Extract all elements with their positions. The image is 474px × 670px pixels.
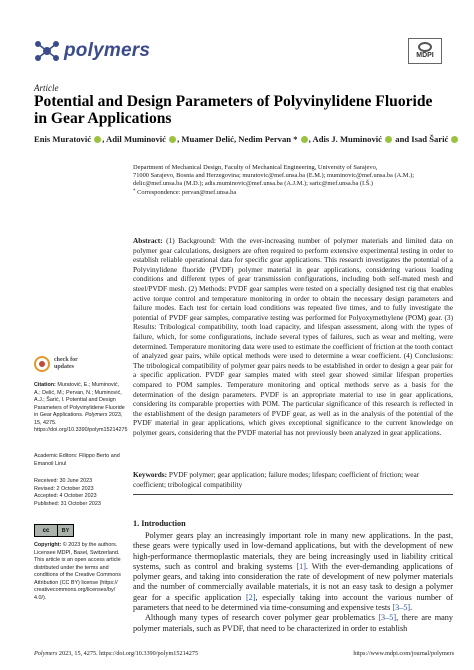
citation-link[interactable]: [3–5]	[392, 603, 411, 613]
introduction-text	[133, 531, 453, 634]
author-6[interactable]: Isad Šarić	[411, 134, 449, 144]
author-1[interactable]: Enis Muratović	[34, 134, 92, 144]
orcid-icon[interactable]	[301, 136, 308, 143]
author-list: Enis Muratović , Adil Muminović , Muamer Delić, Nedim Pervan * , Adis J. Muminović and Isad Šarić	[34, 134, 454, 145]
affiliation-block	[133, 164, 453, 197]
article-type: Article	[34, 83, 59, 93]
keywords-label: Keywords:	[133, 470, 168, 479]
check-updates-icon	[34, 356, 50, 372]
copyright-block: Copyright: © 2023 by the authors. Licensee MDPI, Basel, Switzerland. This article is an open access article distributed under the terms and conditions of the Creative Commons Attribution (CC BY) license (https:// creativecommons.org/licenses/by/ 4.0/).	[34, 542, 121, 601]
citation-link[interactable]: [1]	[296, 561, 306, 571]
academic-editors: Academic Editors: Filippo Berto and Emanoil Linul	[34, 453, 120, 467]
orcid-icon[interactable]	[451, 136, 458, 143]
mdpi-logo[interactable]	[408, 38, 442, 64]
by-icon: BY	[58, 524, 74, 537]
citation-link[interactable]: [2]	[245, 592, 256, 602]
polymers-logo-icon	[34, 40, 60, 62]
keywords	[133, 470, 453, 489]
author-3[interactable]: Muamer Delić	[181, 134, 234, 144]
orcid-icon[interactable]	[94, 136, 101, 143]
author-4[interactable]: Nedim Pervan *	[238, 134, 298, 144]
keywords-text: PVDF polymer; gear application; failure modes; lifespan; coefficient of friction; wear coefficient; tribological compatibility	[133, 470, 420, 489]
affiliation-line: 71000 Sarajevo, Bosnia and Herzegovina; muratovic@mef.unsa.ba (E.M.); muminovic@mef.unsa.ba (A.M.);	[133, 172, 414, 179]
mdpi-ring-icon	[418, 42, 432, 52]
page-footer	[34, 650, 454, 657]
abstract-label: Abstract:	[133, 236, 163, 245]
cc-icon: cc	[34, 524, 58, 537]
citation-link[interactable]: [3–5]	[378, 613, 397, 623]
paragraph: Polymer gears play an increasingly important role in many new applications. In the past, these gears were typically used in low-demand applications, but with the development of new high-performance thermoplastic materials, they are being increasingly used in liability critical systems, such as control and braking systems [1]. With the ever-demanding applications of polymer gears, and taking into consideration the rate of development of new polymer materials and the number of commercially available materials, it is not an easy task to design a polymer gear for a specific application [2], especially taking into account the various number of parameters that need to be determined via time-consuming and expensive tests [3–5].	[133, 531, 453, 613]
section-heading: 1. Introduction	[133, 519, 186, 528]
received-date: Received: 30 June 2023	[34, 478, 93, 484]
footer-url[interactable]: https://www.mdpi.com/journal/polymers	[353, 650, 454, 657]
author-5[interactable]: Adis J. Muminović	[312, 134, 382, 144]
abstract-text: (1) Background: With the ever-increasing number of polymer materials and limited data on polymer gear calculations, designers are often required to perform extensive experimental testing in order to establish reliable operational data for specific gear applications. This research investigates the potential of a Polyvinylidene fluoride (PVDF) polymer material in gear applications, considering various loading conditions and different types of gear transmission configurations, including both self-mated mesh and steel/PVDF mesh. (2) Methods: PVDF gear samples were tested on a specially designed test rig that enables active torque control and temperature monitoring in order to obtain the necessary design parameters and failure modes. Each test for certain load conditions was repeated five times, and to fully investigate the potential of PVDF gear samples, comparative testing was performed for Polyoxymethylene (POM) gear. (3) Results: Tribological compatibility, tooth load capacity, and lifespan assessment, along with the types of failure, which, for some configurations, include several types of failures, such as wear and melting, were determined. Temperature monitoring data were used to estimate the coefficient of friction at the tooth contact of analyzed gear pairs, while optical methods were used to determine a wear coefficient. (4) Conclusions: The tribological compatibility of polymer gear pairs needs to be established in order to design a gear pair for a specific application. PVDF gear samples mated with steel gear showed similar lifespan properties compared to POM samples. Temperature monitoring and optical methods serve as a basis for the determination of the design parameters. PVDF is an appropriate material to use in gear applications, considering its comparable properties with POM. The particular significance of this research is reflected in the establishment of the design parameters of PVDF gear, as well as in the analysis of the potential of the PVDF material in gear applications, which gives exceptional significance to the current knowledge on polymer gears, considering that the PVDF material has not previously been analyzed in gear applications.	[133, 236, 453, 437]
dates-block	[34, 478, 126, 508]
footer-citation: Polymers 2023, 15, 4275. https://doi.org/10.3390/polym15214275	[34, 650, 199, 657]
check-updates-badge[interactable]: check for updates	[34, 356, 78, 372]
cc-license-badge[interactable]	[34, 524, 74, 537]
correspondence: * Correspondence: pervan@mef.unsa.ba	[133, 189, 237, 196]
orcid-icon[interactable]	[169, 136, 176, 143]
journal-logo[interactable]	[34, 40, 150, 62]
published-date: Published: 31 October 2023	[34, 500, 101, 507]
author-2[interactable]: Adil Muminović	[106, 134, 166, 144]
divider	[133, 494, 453, 495]
mdpi-label: MDPI	[416, 52, 434, 59]
affiliation-line: Department of Mechanical Design, Faculty of Mechanical Engineering, University of Sarajevo,	[133, 164, 378, 171]
citation-block: Citation: Muratović, E.; Muminović, A.; Delić, M.; Pervan, N.; Muminović, A.J.; Šarić, I. Potential and Design Parameters of Polyvinylidene Fluoride in Gear Applications. Polymers 2023, 15, 4275. https://doi.org/10.3390/polym15214275	[34, 382, 128, 433]
orcid-icon[interactable]	[385, 136, 392, 143]
revised-date: Revised: 2 October 2023	[34, 485, 94, 492]
affiliation-line: delic@mef.unsa.ba (M.D.); adis.muminovic@mef.unsa.ba (A.J.M.); saric@mef.unsa.ba (I.Š.)	[133, 180, 374, 187]
paper-title: Potential and Design Parameters of Polyvinylidene Fluoride in Gear Applications	[34, 93, 433, 127]
abstract	[133, 236, 453, 437]
paragraph: Although many types of research cover polymer gear problematics [3–5], there are many polymer materials, such as PVDF, that need to be characterized in order to establish	[133, 613, 453, 633]
journal-name: polymers	[64, 40, 151, 61]
accepted-date: Accepted: 4 October 2023	[34, 493, 97, 499]
